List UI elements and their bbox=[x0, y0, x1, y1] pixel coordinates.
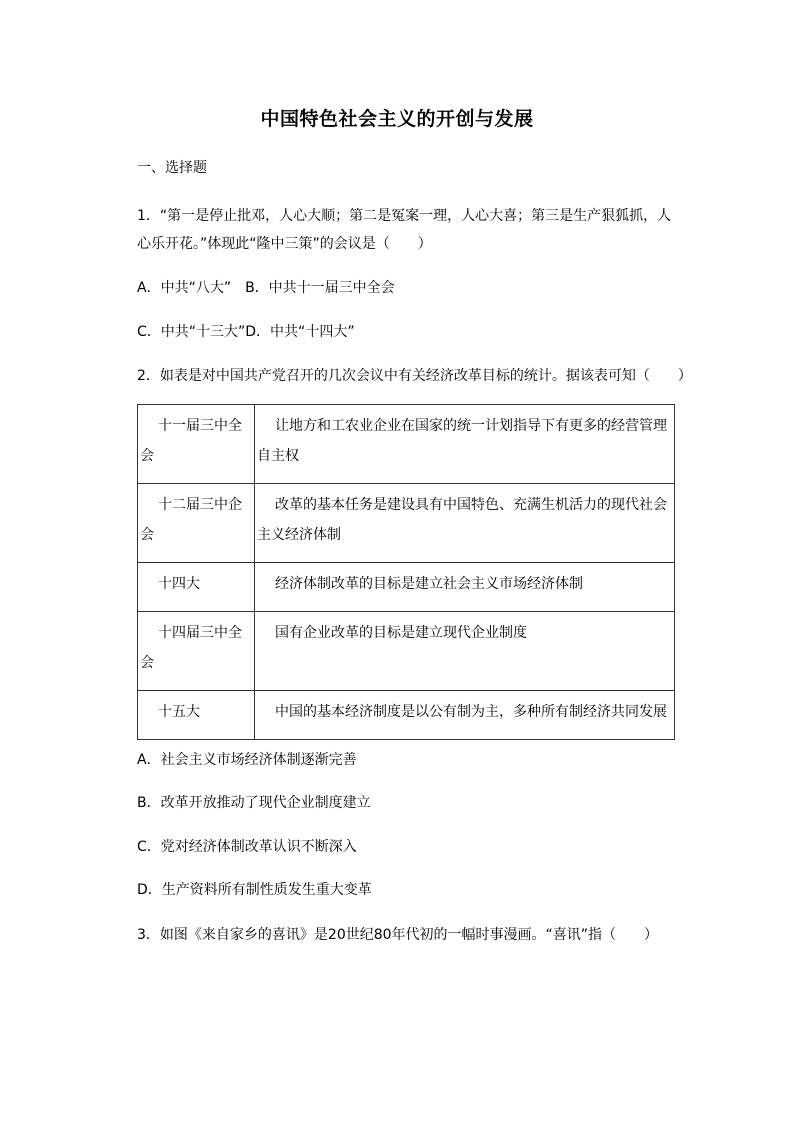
meeting-cell: 十四届三中全会 bbox=[138, 612, 255, 691]
table-row bbox=[138, 612, 675, 691]
question-1-stem: 1．“第一是停止批邓，人心大顺；第二是冤案一理，人心大喜；第三是生产狠狐抓，人心乐开花。”体现此“隆中三策”的会议是（ ） bbox=[137, 208, 672, 252]
question-2-option-d: D．生产资料所有制性质发生重大变革 bbox=[137, 882, 372, 898]
question-3-stem: 3．如图《来自家乡的喜讯》是20世纪80年代初的一幅时事漫画。“喜讯”指（ ） bbox=[137, 927, 659, 943]
section-heading: 一、选择题 bbox=[137, 160, 207, 176]
question-2-option-b: B．改革开放推动了现代企业制度建立 bbox=[137, 795, 371, 811]
meeting-cell: 十四大 bbox=[138, 563, 255, 612]
content-cell: 让地方和工农业企业在国家的统一计划指导下有更多的经营管理自主权 bbox=[255, 405, 675, 484]
question-2-option-c: C．党对经济体制改革认识不断深入 bbox=[137, 839, 357, 855]
reform-goals-table bbox=[137, 404, 675, 740]
content-cell: 中国的基本经济制度是以公有制为主，多种所有制经济共同发展 bbox=[255, 691, 675, 740]
meeting-cell: 十一届三中全会 bbox=[138, 405, 255, 484]
question-2-option-a: A．社会主义市场经济体制逐渐完善 bbox=[137, 752, 357, 768]
page-title: 中国特色社会主义的开创与发展 bbox=[260, 108, 534, 130]
table-row bbox=[138, 484, 675, 563]
content-cell: 国有企业改革的目标是建立现代企业制度 bbox=[255, 612, 675, 691]
question-1-options-ab: A．中共“八大” B．中共十一届三中全会 bbox=[137, 280, 395, 296]
content-cell: 经济体制改革的目标是建立社会主义市场经济体制 bbox=[255, 563, 675, 612]
question-2-stem: 2．如表是对中国共产党召开的几次会议中有关经济改革目标的统计。据该表可知（ ） bbox=[137, 368, 692, 384]
table-row bbox=[138, 691, 675, 740]
question-1-options-cd: C．中共“十三大”D．中共“十四大” bbox=[137, 324, 355, 340]
meeting-cell: 十五大 bbox=[138, 691, 255, 740]
table-row bbox=[138, 405, 675, 484]
meeting-cell: 十二届三中企会 bbox=[138, 484, 255, 563]
table-row bbox=[138, 563, 675, 612]
content-cell: 改革的基本任务是建设具有中国特色、充满生机活力的现代社会主义经济体制 bbox=[255, 484, 675, 563]
